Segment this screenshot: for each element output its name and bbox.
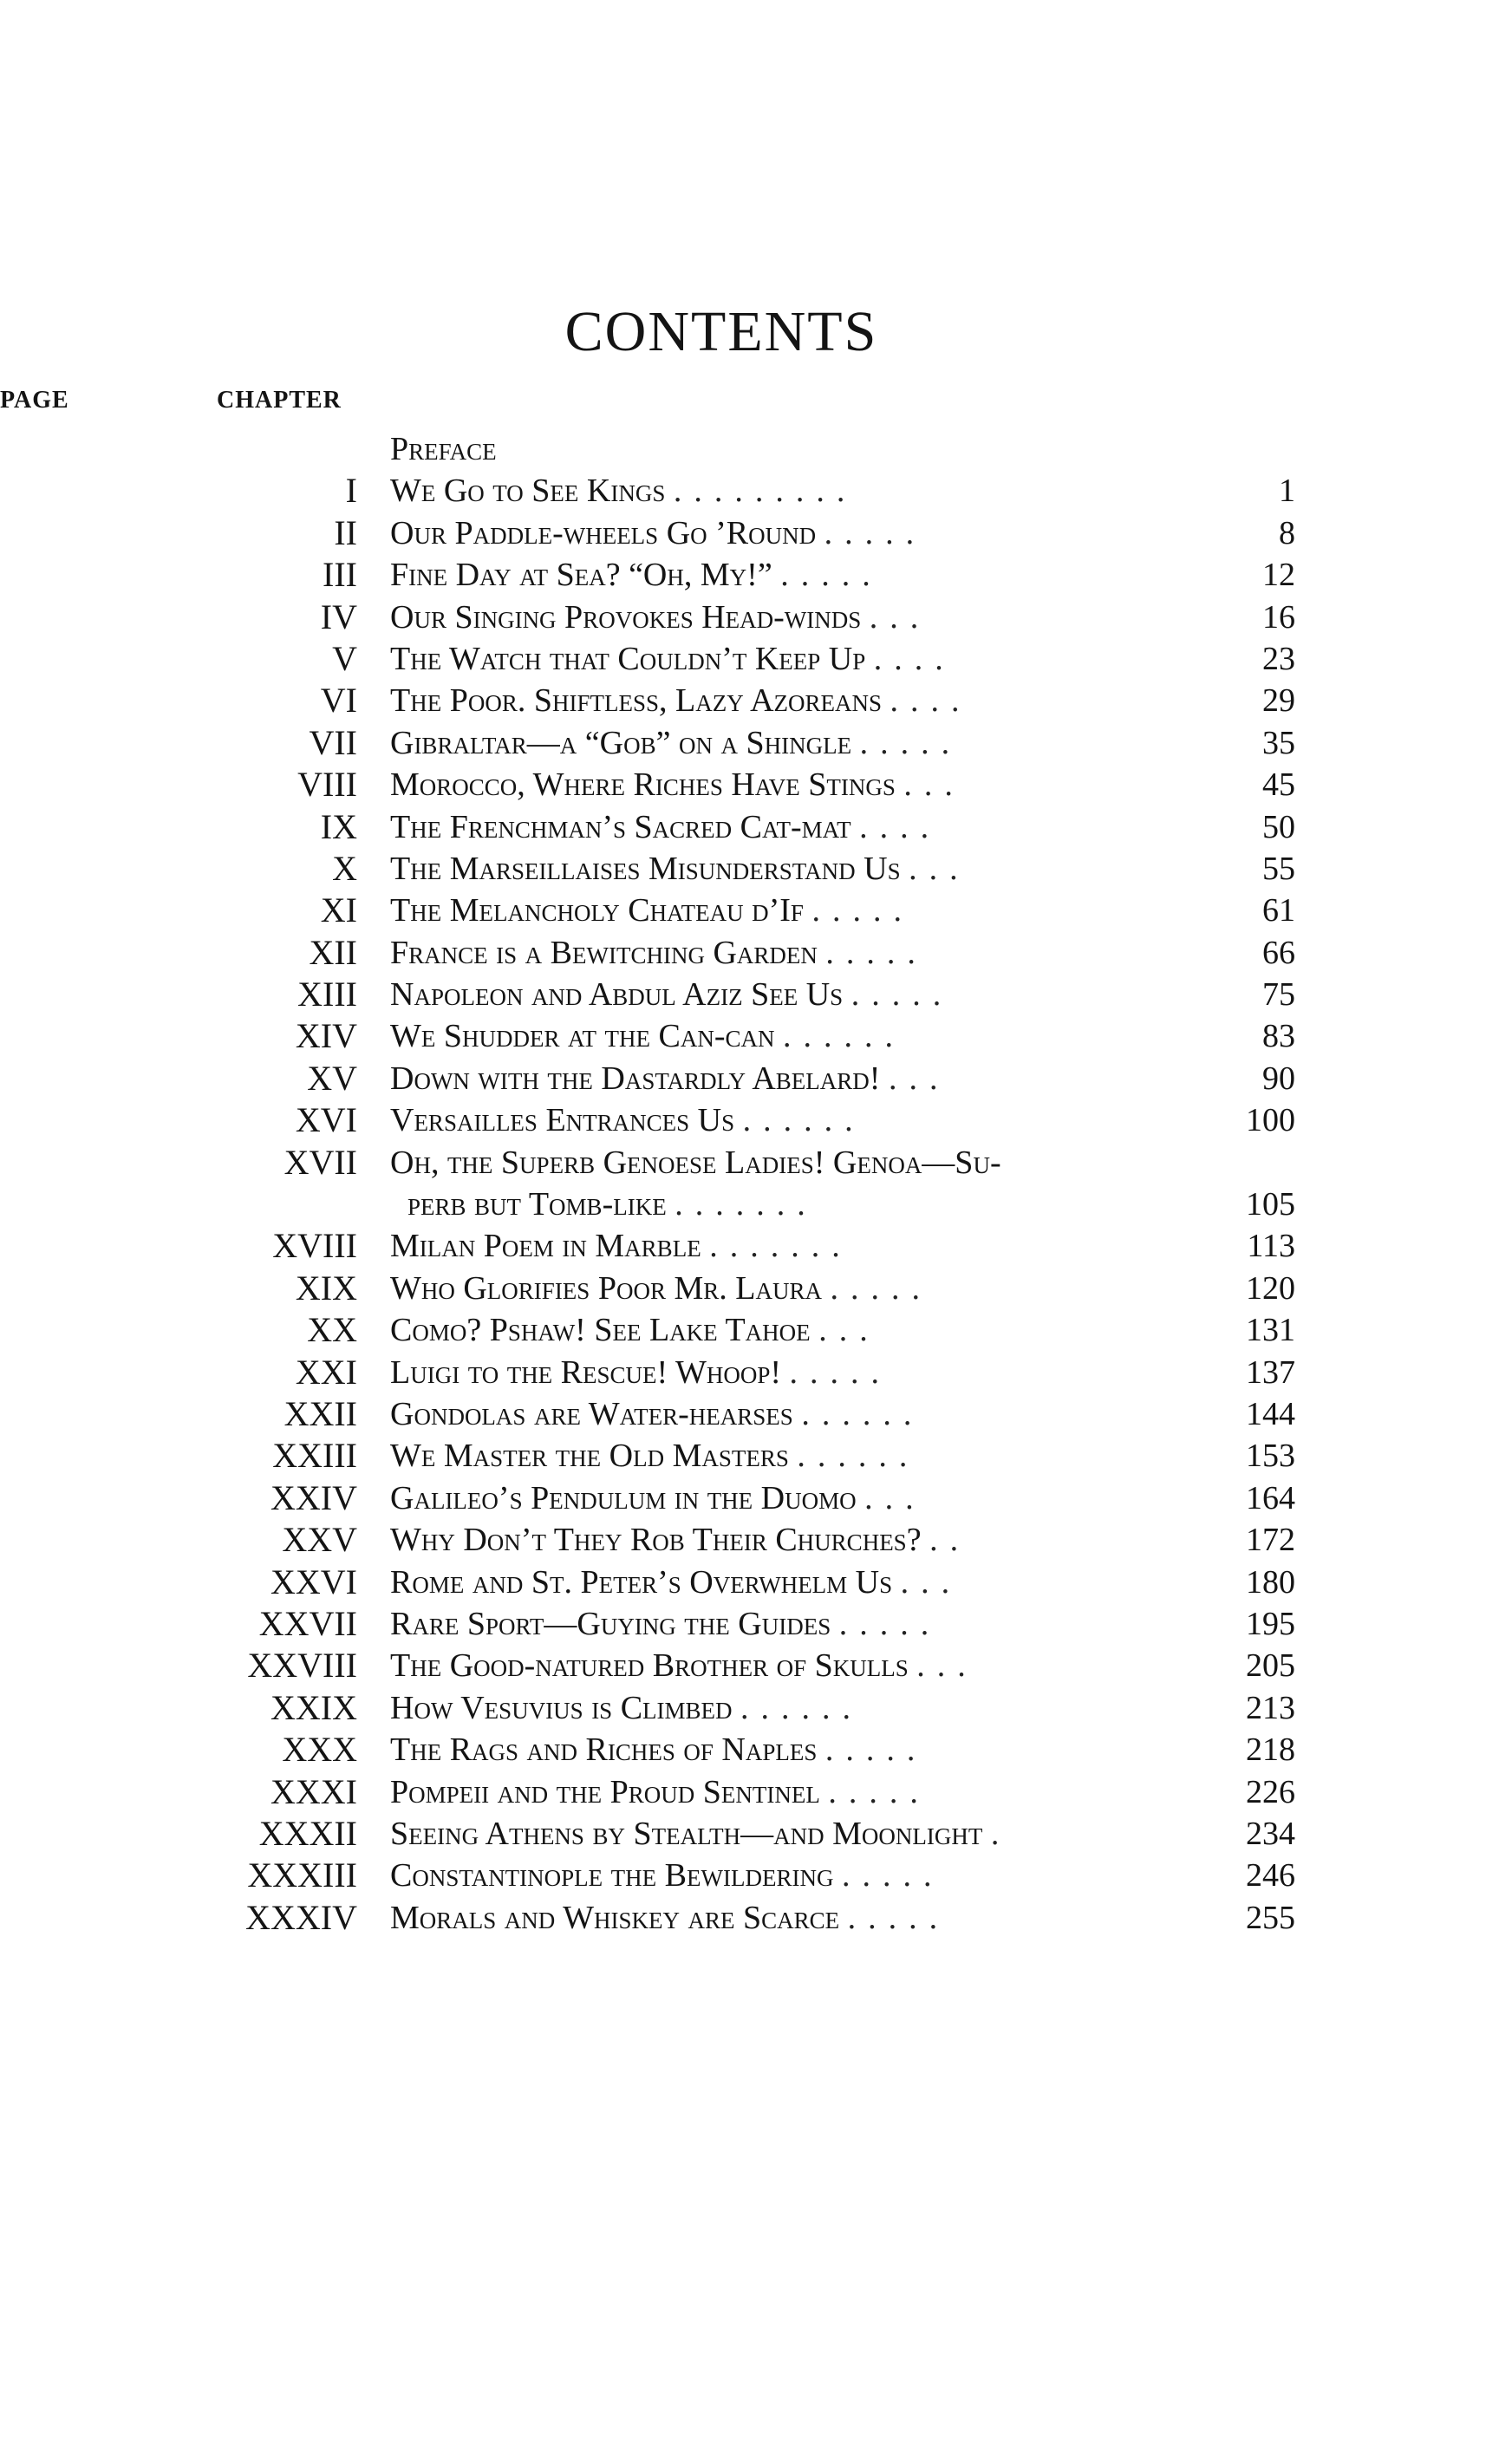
chapter-number: X xyxy=(332,848,357,888)
chapter-title-text: Our Singing Provokes Head-winds xyxy=(390,598,862,636)
page-number: 16 xyxy=(1262,598,1295,636)
chapter-title-text: Gondolas are Water-hearses xyxy=(390,1396,793,1432)
leader-dots: ..... xyxy=(847,1899,950,1936)
leader-dots: .. xyxy=(929,1522,971,1559)
page-number: 105 xyxy=(1246,1186,1295,1223)
chapter-number: XIV xyxy=(295,1016,357,1056)
toc-list xyxy=(208,428,1295,1939)
chapter-title xyxy=(390,1477,1198,1519)
page-number: 226 xyxy=(1246,1773,1295,1810)
page-number: 50 xyxy=(1262,808,1295,845)
page-number: 172 xyxy=(1246,1522,1295,1559)
chapter-title xyxy=(390,1268,1198,1309)
page-number: 23 xyxy=(1262,640,1295,677)
chapter-title-text: We Go to See Kings xyxy=(390,473,666,510)
chapter-number: I xyxy=(345,471,357,511)
chapter-number: IX xyxy=(320,806,357,846)
toc-entry xyxy=(208,1268,1295,1309)
chapter-number: XIII xyxy=(297,975,357,1014)
leader-dots: . xyxy=(990,1815,1012,1852)
chapter-title-continuation xyxy=(390,1184,1198,1225)
toc-entry xyxy=(208,1519,1295,1561)
toc-entry xyxy=(208,428,1295,470)
chapter-title xyxy=(390,1645,1198,1686)
chapter-title-text: Gibraltar—a “Gob” on a Shingle xyxy=(390,724,852,761)
leader-dots: ...... xyxy=(742,1102,865,1139)
leader-dots: ...... xyxy=(797,1438,920,1475)
leader-dots: ..... xyxy=(780,557,883,594)
chapter-title-text: The Frenchman’s Sacred Cat-mat xyxy=(390,808,851,845)
chapter-number: XV xyxy=(307,1058,357,1098)
chapter-title xyxy=(390,638,1198,680)
chapter-title xyxy=(390,764,1198,805)
page-number: 8 xyxy=(1279,514,1295,551)
page-number: 90 xyxy=(1262,1060,1295,1097)
page-number: 100 xyxy=(1246,1102,1295,1139)
toc-entry xyxy=(208,1058,1295,1099)
chapter-title-text: The Rags and Riches of Naples xyxy=(390,1731,818,1769)
chapter-title-text: The Good-natured Brother of Skulls xyxy=(390,1647,909,1685)
page-number: 234 xyxy=(1246,1815,1295,1852)
toc-entry xyxy=(208,722,1295,764)
chapter-title xyxy=(390,470,1198,512)
leader-dots: ...... xyxy=(782,1018,905,1055)
page-number: 61 xyxy=(1262,892,1295,929)
chapter-number: VIII xyxy=(297,765,357,805)
chapter-title xyxy=(390,1519,1198,1561)
chapter-title-text: Seeing Athens by Stealth—and Moonlight xyxy=(390,1815,983,1852)
toc-entry xyxy=(208,554,1295,596)
chapter-title-text: We Master the Old Masters xyxy=(390,1438,789,1475)
chapter-number: XXIII xyxy=(272,1436,357,1476)
chapter-title-text: Who Glorifies Poor Mr. Laura xyxy=(390,1269,822,1307)
chapter-title-text: We Shudder at the Can-can xyxy=(390,1018,775,1055)
chapter-title-text: Rome and St. Peter’s Overwhelm Us xyxy=(390,1563,893,1601)
page-number: 144 xyxy=(1246,1396,1295,1432)
chapter-title-text: Fine Day at Sea? “Oh, My!” xyxy=(390,557,772,594)
toc-entry xyxy=(208,848,1295,890)
leader-dots: ....... xyxy=(675,1186,818,1223)
toc-entry xyxy=(208,470,1295,512)
chapter-title xyxy=(390,1142,1198,1226)
chapter-number: XXII xyxy=(284,1394,357,1433)
leader-dots: ..... xyxy=(789,1353,892,1391)
chapter-title-text: Luigi to the Rescue! Whoop! xyxy=(390,1353,782,1391)
toc-entry xyxy=(208,1813,1295,1855)
page-number: 180 xyxy=(1246,1563,1295,1601)
chapter-title-text: Versailles Entrances Us xyxy=(390,1102,735,1139)
toc-entry xyxy=(208,638,1295,680)
leader-dots: ... xyxy=(818,1312,880,1349)
page-number: 1 xyxy=(1279,473,1295,510)
chapter-title xyxy=(390,428,1198,470)
leader-dots: ..... xyxy=(850,976,954,1014)
page-number: 75 xyxy=(1262,976,1295,1014)
chapter-title-text: Morocco, Where Riches Have Stings xyxy=(390,766,896,804)
leader-dots: ..... xyxy=(830,1269,932,1307)
chapter-title xyxy=(390,1897,1198,1939)
chapter-title-text: The Watch that Couldn’t Keep Up xyxy=(390,640,866,677)
chapter-number: XXVIII xyxy=(247,1646,357,1686)
chapter-title-text-line2: perb but Tomb-like xyxy=(407,1186,667,1223)
chapter-title xyxy=(390,806,1198,848)
chapter-number: IV xyxy=(320,597,357,636)
leader-dots: ..... xyxy=(824,514,927,551)
chapter-number: V xyxy=(332,638,357,678)
leader-dots: ..... xyxy=(841,1857,944,1894)
chapter-number: XXIV xyxy=(270,1477,357,1517)
toc-entry xyxy=(208,1393,1295,1435)
chapter-number: XIX xyxy=(295,1268,357,1308)
leader-dots: ....... xyxy=(709,1228,852,1265)
page-number: 153 xyxy=(1246,1438,1295,1475)
chapter-title xyxy=(390,974,1198,1015)
page-number: 195 xyxy=(1246,1605,1295,1642)
leader-dots: ..... xyxy=(838,1605,942,1642)
chapter-title-text: Oh, the Superb Genoese Ladies! Genoa—Su- xyxy=(390,1144,1001,1181)
toc-entry xyxy=(208,1855,1295,1896)
leader-dots: ...... xyxy=(801,1396,924,1432)
chapter-title-text: Rare Sport—Guying the Guides xyxy=(390,1605,831,1642)
chapter-number: XVIII xyxy=(272,1226,357,1266)
page-number: 45 xyxy=(1262,766,1295,804)
toc-entry xyxy=(208,1309,1295,1351)
chapter-title-text: Morals and Whiskey are Scarce xyxy=(390,1899,840,1936)
chapter-title-text: Down with the Dastardly Abelard! xyxy=(390,1060,881,1097)
chapter-number: XX xyxy=(307,1310,357,1350)
page-column-header: PAGE xyxy=(0,387,69,414)
chapter-number: XII xyxy=(309,932,357,972)
toc-entry xyxy=(208,1729,1295,1771)
chapter-title xyxy=(390,1435,1198,1477)
toc-entry xyxy=(208,1771,1295,1813)
page-number: 35 xyxy=(1262,724,1295,761)
toc-entry xyxy=(208,1352,1295,1393)
chapter-title-text: Pompeii and the Proud Sentinel xyxy=(390,1773,820,1810)
chapter-title xyxy=(390,1099,1198,1141)
page-number: 12 xyxy=(1262,557,1295,594)
page-number: 255 xyxy=(1246,1899,1295,1936)
toc-entry xyxy=(208,1645,1295,1686)
chapter-title xyxy=(390,680,1198,721)
chapter-number: XVII xyxy=(284,1142,357,1182)
chapter-column-header: CHAPTER xyxy=(217,387,342,414)
chapter-title xyxy=(390,597,1198,638)
page-number: 164 xyxy=(1246,1479,1295,1516)
chapter-number: XI xyxy=(320,890,357,930)
chapter-title xyxy=(390,1309,1198,1351)
leader-dots: ..... xyxy=(859,724,962,761)
chapter-number: XXXII xyxy=(258,1813,357,1853)
chapter-title xyxy=(390,1562,1198,1603)
chapter-title-text: Milan Poem in Marble xyxy=(390,1228,701,1265)
chapter-title xyxy=(390,1058,1198,1099)
toc-entry xyxy=(208,680,1295,721)
chapter-title xyxy=(390,1225,1198,1267)
toc-entry xyxy=(208,806,1295,848)
page-number: 131 xyxy=(1246,1312,1295,1349)
toc-entry xyxy=(208,597,1295,638)
toc-entry xyxy=(208,1435,1295,1477)
leader-dots: ......... xyxy=(673,473,857,510)
chapter-title-text: How Vesuvius is Climbed xyxy=(390,1689,733,1726)
toc-entry xyxy=(208,1225,1295,1267)
leader-dots: ... xyxy=(900,1563,962,1601)
chapter-title xyxy=(390,1813,1198,1855)
chapter-title xyxy=(390,1855,1198,1896)
page-number: 120 xyxy=(1246,1269,1295,1307)
chapter-title xyxy=(390,1352,1198,1393)
leader-dots: ..... xyxy=(811,892,914,929)
toc-entry xyxy=(208,1562,1295,1603)
chapter-number: XXI xyxy=(295,1352,357,1392)
leader-dots: ... xyxy=(864,1479,926,1516)
toc-entry xyxy=(208,512,1295,554)
chapter-title-text: The Melancholy Chateau d’If xyxy=(390,892,804,929)
chapter-title-text: Napoleon and Abdul Aziz See Us xyxy=(390,976,844,1014)
chapter-number: XXXIII xyxy=(247,1855,357,1895)
chapter-number: XXX xyxy=(282,1730,357,1770)
page-number: 137 xyxy=(1246,1353,1295,1391)
chapter-title-text: Preface xyxy=(390,431,497,467)
chapter-title xyxy=(390,932,1198,974)
leader-dots: .... xyxy=(873,640,955,677)
chapter-title xyxy=(390,512,1198,554)
chapter-title xyxy=(390,722,1198,764)
chapter-title-text: Como? Pshaw! See Lake Tahoe xyxy=(390,1312,811,1349)
leader-dots: ...... xyxy=(740,1689,864,1726)
chapter-title xyxy=(390,1015,1198,1057)
chapter-number: XVI xyxy=(295,1100,357,1140)
leader-dots: .... xyxy=(890,682,972,720)
leader-dots: ..... xyxy=(828,1773,930,1810)
chapter-title-text: Why Don’t They Rob Their Churches? xyxy=(390,1522,922,1559)
toc-entry xyxy=(208,890,1295,931)
chapter-number: II xyxy=(334,512,357,552)
page-number: 29 xyxy=(1262,682,1295,720)
leader-dots: ... xyxy=(909,850,970,887)
toc-entry xyxy=(208,1142,1295,1226)
chapter-number: XXVI xyxy=(270,1562,357,1601)
chapter-title-text: The Marseillaises Misunderstand Us xyxy=(390,850,901,887)
page-number: 246 xyxy=(1246,1857,1295,1894)
page-number: 66 xyxy=(1262,934,1295,971)
page-number: 218 xyxy=(1246,1731,1295,1769)
chapter-title xyxy=(390,1393,1198,1435)
chapter-title-text: France is a Bewitching Garden xyxy=(390,934,818,971)
toc-entry xyxy=(208,1099,1295,1141)
chapter-number: XXVII xyxy=(258,1603,357,1643)
page-number: 213 xyxy=(1246,1689,1295,1726)
chapter-title xyxy=(390,1729,1198,1771)
chapter-title xyxy=(390,848,1198,890)
chapter-number: VII xyxy=(309,722,357,762)
page-title: CONTENTS xyxy=(564,300,878,363)
leader-dots: ..... xyxy=(824,1731,928,1769)
chapter-number: XXV xyxy=(282,1520,357,1560)
chapter-title-text: Constantinople the Bewildering xyxy=(390,1857,834,1894)
chapter-title-text: The Poor. Shiftless, Lazy Azoreans xyxy=(390,682,883,720)
toc-entry xyxy=(208,1897,1295,1939)
chapter-title xyxy=(390,890,1198,931)
page-number: 113 xyxy=(1247,1228,1295,1265)
toc-entry xyxy=(208,1477,1295,1519)
chapter-title-text: Galileo’s Pendulum in the Duomo xyxy=(390,1479,857,1516)
chapter-number: III xyxy=(323,555,357,595)
toc-entry xyxy=(208,974,1295,1015)
page-number: 83 xyxy=(1262,1018,1295,1055)
leader-dots: ... xyxy=(903,766,965,804)
chapter-number: XXXI xyxy=(270,1771,357,1811)
chapter-title xyxy=(390,1771,1198,1813)
toc-entry xyxy=(208,764,1295,805)
chapter-number: VI xyxy=(320,681,357,721)
toc-entry xyxy=(208,932,1295,974)
leader-dots: ... xyxy=(888,1060,950,1097)
chapter-title xyxy=(390,554,1198,596)
leader-dots: .... xyxy=(859,808,942,845)
chapter-title xyxy=(390,1687,1198,1729)
chapter-title xyxy=(390,1603,1198,1645)
leader-dots: ..... xyxy=(825,934,928,971)
page-number: 55 xyxy=(1262,850,1295,887)
leader-dots: ... xyxy=(916,1647,978,1685)
chapter-number: XXXIV xyxy=(245,1897,357,1937)
chapter-title-text: Our Paddle-wheels Go ’Round xyxy=(390,514,817,551)
leader-dots: ... xyxy=(869,598,931,636)
toc-entry xyxy=(208,1603,1295,1645)
chapter-number: XXIX xyxy=(270,1687,357,1727)
page-number: 205 xyxy=(1246,1647,1295,1685)
toc-entry xyxy=(208,1015,1295,1057)
toc-entry xyxy=(208,1687,1295,1729)
